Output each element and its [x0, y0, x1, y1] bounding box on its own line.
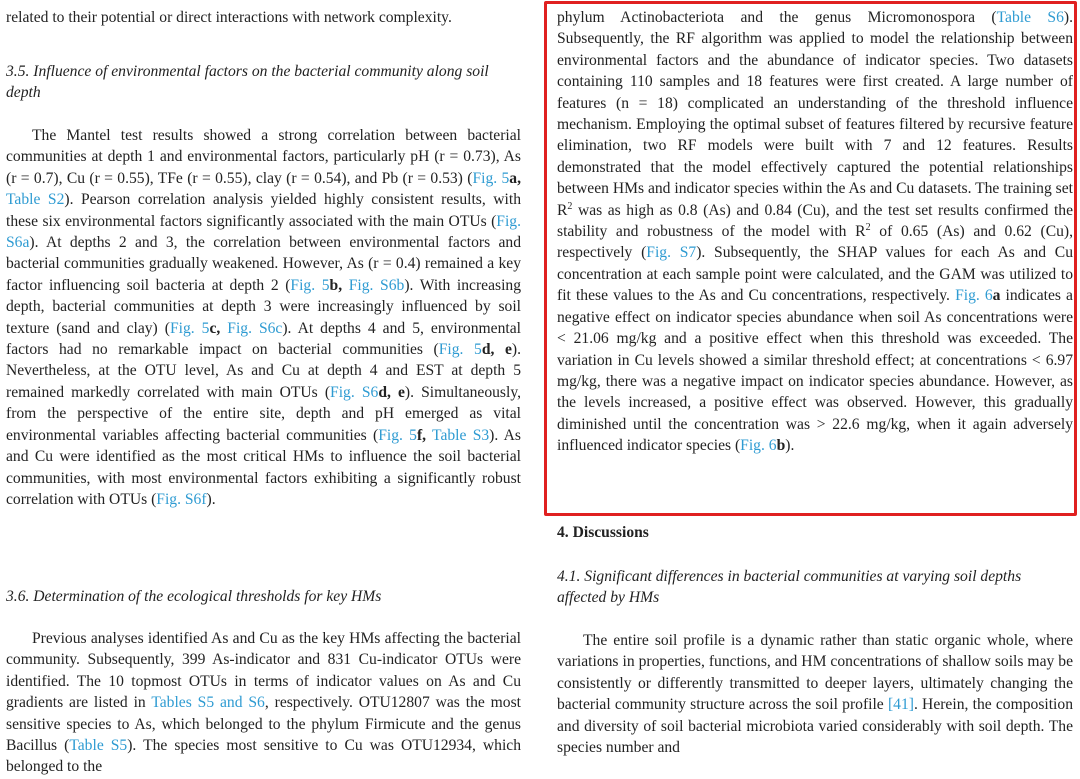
- intro-line: related to their potential or direct interactions with network complexity.: [6, 9, 452, 26]
- link-fig-6[interactable]: Fig. 6: [955, 287, 993, 305]
- link-ref-41[interactable]: [41]: [887, 696, 914, 714]
- link-fig-5[interactable]: Fig. 5: [378, 426, 417, 444]
- link-fig-s6[interactable]: Fig. S6: [330, 383, 379, 401]
- link-table-s5[interactable]: Table S5: [69, 737, 128, 755]
- section-4-heading: 4. Discussions: [557, 524, 649, 541]
- section-4-1-paragraph: The entire soil profile is a dynamic rather than static organic whole, where variations in properties, functions, and HM concentrations of shallow soils may be consistently or differently transmitted to deeper layers, ultimately changing the bacterial community structure across the soil profile [41]. Herein, the composition and diversity of soil bacterial microbiota varied considerably with soil depth. The species number and: [557, 632, 1073, 757]
- link-table-s3[interactable]: Table S3: [432, 426, 490, 444]
- link-fig-s6b[interactable]: Fig. S6b: [348, 276, 405, 294]
- section-3-5-heading: 3.5. Influence of environmental factors on the bacterial community along soil depth: [6, 63, 489, 102]
- link-table-s2[interactable]: Table S2: [6, 191, 65, 209]
- section-3-6-heading: 3.6. Determination of the ecological thresholds for key HMs: [6, 588, 382, 605]
- section-3-6-paragraph: Previous analyses identified As and Cu as the key HMs affecting the bacterial community. Subsequently, 399 As-indicator and 831 Cu-indicator OTUs were identified. The 10 topmost OTUs in terms of indicator values on As and Cu gradients are listed in Tables S5 and S6, respectively. OTU12807 was the most sensitive species to As, which belonged to the phylum Firmicute and the genus Bacillus (Table S5). The species most sensitive to Cu was OTU12934, which belonged to the: [6, 630, 522, 776]
- link-fig-s6a[interactable]: Fig. S6a: [6, 212, 521, 252]
- section-3-5-paragraph: The Mantel test results showed a strong correlation between bacterial communities at depth 1 and environmental factors, particularly pH (r = 0.73), As (r = 0.7), Cu (r = 0.55), TFe (r = 0.55), clay (r = 0.54), and Pb (r = 0.53) (Fig. 5a, Table S2). Pearson correlation analysis yielded highly consistent results, with these six environmental factors significantly associated with the main OTUs (Fig. S6a). At depths 2 and 3, the correlation between environmental factors and bacterial communities gradually weakened. However, As (r = 0.4) remained a key factor influencing soil bacteria at depth 2 (Fig. 5b, Fig. S6b). With increasing depth, bacterial communities at depth 3 were increasingly influenced by soil texture (sand and clay) (Fig. 5c, Fig. S6c). At depths 4 and 5, environmental factors had no remarkable impact on bacterial communities (Fig. 5d, e). Nevertheless, at the OTU level, As and Cu at depth 4 and EST at depth 5 remained markedly correlated with main OTUs (Fig. S6d, e). Simultaneously, from the perspective of the entire site, depth and pH emerged as vital environmental variables affecting bacterial communities (Fig. 5f, Table S3). As and Cu were identified as the most critical HMs to influence the soil bacterial communities, with most environmental factors exhibiting a significantly robust correlation with OTUs (Fig. S6f).: [6, 127, 522, 508]
- link-fig-6[interactable]: Fig. 6: [740, 437, 777, 455]
- link-table-s6[interactable]: Table S6: [996, 9, 1064, 26]
- link-fig-s6c[interactable]: Fig. S6c: [227, 319, 283, 337]
- link-fig-s6f[interactable]: Fig. S6f: [156, 490, 207, 508]
- link-tables-s5-s6[interactable]: Tables S5 and S6: [151, 694, 265, 712]
- highlighted-paragraph: phylum Actinobacteriota and the genus Micromonospora (Table S6). Subsequently, the RF algorithm was applied to model the relationship between environmental factors and the abundance of indicator species. Two datasets containing 110 samples and 18 features were first created. A large number of features (n = 18) complicated an understanding of the threshold influence mechanism. Employing the optimal subset of features filtered by recursive feature elimination, two RF models were built with 7 and 12 features. Results demonstrated that the model effectively captured the potential relationships between HMs and indicator species within the As and Cu datasets. The training set $R^2$ was as high as 0.8 (As) and 0.84 (Cu), and the test set results confirmed the stability and robustness of the model with $R^2$ of 0.65 (As) and 0.62 (Cu), respectively (Fig. S7). Subsequently, the SHAP values for each As and Cu concentration at each sample point were calculated, and the GAM was utilized to fit these values to the As and Cu concentrations, respectively. Fig. 6a indicates a negative effect on indicator species abundance when soil As concentrations were < 21.06 mg/kg and a positive effect when this threshold was exceeded. The variation in Cu levels showed a similar threshold effect; at concentrations < 6.97 mg/kg, there was a negative impact on indicator species abundance. However, as the levels increased, a positive effect was observed. However, this gradually diminished until the concentration was > 22.6 mg/kg, when it again adversely influenced indicator species (Fig. 6b).: [557, 9, 1074, 455]
- section-4-1-heading: 4.1. Significant differences in bacterial communities at varying soil depths affected by HMs: [557, 568, 1022, 607]
- link-fig-5[interactable]: Fig. 5: [169, 319, 210, 337]
- link-fig-5[interactable]: Fig. 5: [290, 276, 330, 294]
- link-fig-5[interactable]: Fig. 5: [472, 169, 510, 187]
- link-fig-5[interactable]: Fig. 5: [438, 341, 482, 359]
- link-fig-s7[interactable]: Fig. S7: [646, 244, 697, 262]
